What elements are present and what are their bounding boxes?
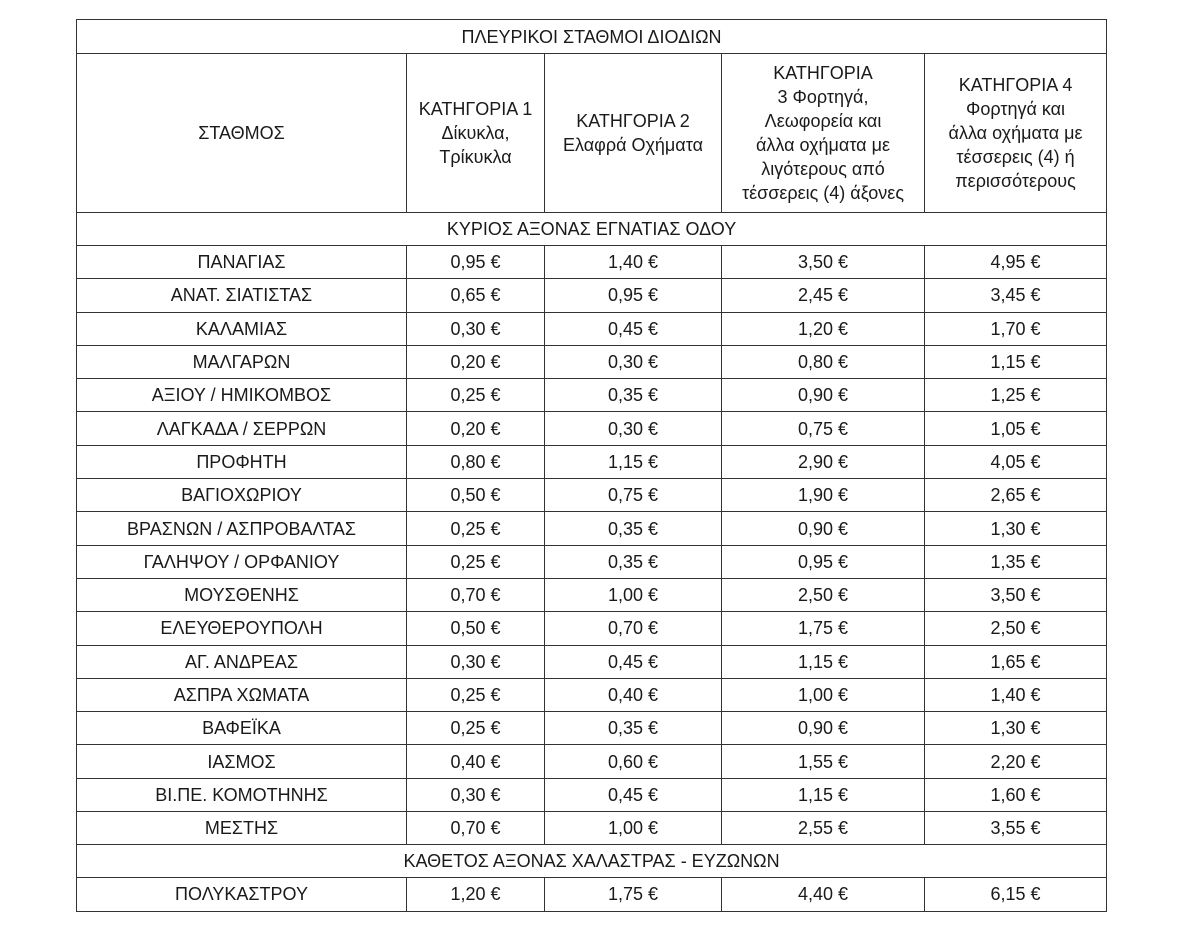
toll-price-cell: 0,20 € — [407, 412, 545, 445]
column-header-1 — [407, 54, 545, 213]
table-row — [77, 878, 1107, 911]
header-line: 3 Φορτηγά, — [777, 87, 869, 107]
toll-price-cell: 3,45 € — [925, 279, 1107, 312]
toll-price-cell: 0,45 € — [545, 645, 722, 678]
toll-price-cell: 2,20 € — [925, 745, 1107, 778]
station-name-cell: ΑΝΑΤ. ΣΙΑΤΙΣΤΑΣ — [77, 279, 407, 312]
header-line: Λεωφορεία και — [764, 111, 882, 131]
toll-price-cell: 0,20 € — [407, 345, 545, 378]
header-line: Δίκυκλα, — [441, 123, 510, 143]
toll-price-cell: 0,35 € — [545, 379, 722, 412]
section-header-row — [77, 213, 1107, 246]
table-row — [77, 712, 1107, 745]
station-name-cell: ΓΑΛΗΨΟΥ / ΟΡΦΑΝΙΟΥ — [77, 545, 407, 578]
toll-price-cell: 0,95 € — [407, 246, 545, 279]
toll-price-cell: 2,90 € — [722, 445, 925, 478]
column-header-4 — [925, 54, 1107, 213]
table-row — [77, 345, 1107, 378]
station-name-cell: ΠΡΟΦΗΤΗ — [77, 445, 407, 478]
toll-price-cell: 1,15 € — [545, 445, 722, 478]
toll-table — [76, 19, 1107, 912]
column-header-0 — [77, 54, 407, 213]
toll-price-cell: 0,40 € — [545, 678, 722, 711]
toll-price-cell: 0,50 € — [407, 479, 545, 512]
toll-price-cell: 0,35 € — [545, 545, 722, 578]
toll-price-cell: 0,25 € — [407, 712, 545, 745]
section-title: ΚΥΡΙΟΣ ΑΞΟΝΑΣ ΕΓΝΑΤΙΑΣ ΟΔΟΥ — [77, 213, 1107, 246]
toll-price-cell: 1,40 € — [925, 678, 1107, 711]
toll-price-cell: 2,55 € — [722, 812, 925, 845]
toll-price-cell: 3,50 € — [722, 246, 925, 279]
header-line: τέσσερεις (4) ή — [956, 147, 1075, 167]
toll-price-cell: 0,30 € — [545, 412, 722, 445]
toll-price-cell: 0,30 € — [407, 778, 545, 811]
toll-price-cell: 0,25 € — [407, 545, 545, 578]
table-body — [77, 213, 1107, 912]
header-line: ΚΑΤΗΓΟΡΙΑ 4 — [958, 75, 1073, 95]
table-row — [77, 312, 1107, 345]
table-row — [77, 246, 1107, 279]
toll-price-cell: 1,35 € — [925, 545, 1107, 578]
toll-price-cell: 1,60 € — [925, 778, 1107, 811]
station-name-cell: ΜΟΥΣΘΕΝΗΣ — [77, 578, 407, 611]
header-line: περισσότερους — [955, 171, 1076, 191]
toll-price-cell: 1,05 € — [925, 412, 1107, 445]
toll-price-cell: 4,40 € — [722, 878, 925, 911]
station-name-cell: ΒΙ.ΠΕ. ΚΟΜΟΤΗΝΗΣ — [77, 778, 407, 811]
toll-price-cell: 0,70 € — [407, 578, 545, 611]
table-row — [77, 545, 1107, 578]
station-name-cell: ΑΞΙΟΥ / ΗΜΙΚΟΜΒΟΣ — [77, 379, 407, 412]
header-line: ΣΤΑΘΜΟΣ — [198, 123, 285, 143]
toll-price-cell: 0,25 € — [407, 512, 545, 545]
station-name-cell: ΚΑΛΑΜΙΑΣ — [77, 312, 407, 345]
toll-price-cell: 0,75 € — [722, 412, 925, 445]
toll-price-cell: 6,15 € — [925, 878, 1107, 911]
toll-price-cell: 0,75 € — [545, 479, 722, 512]
column-header-row — [77, 54, 1107, 213]
toll-price-cell: 0,90 € — [722, 512, 925, 545]
header-line: ΚΑΤΗΓΟΡΙΑ 2 — [576, 111, 690, 131]
column-header-3 — [722, 54, 925, 213]
table-title: ΠΛΕΥΡΙΚΟΙ ΣΤΑΘΜΟΙ ΔΙΟΔΙΩΝ — [77, 20, 1107, 54]
toll-price-cell: 2,50 € — [722, 578, 925, 611]
toll-price-cell: 0,30 € — [407, 312, 545, 345]
toll-price-cell: 2,45 € — [722, 279, 925, 312]
toll-price-cell: 0,80 € — [722, 345, 925, 378]
toll-price-cell: 1,75 € — [722, 612, 925, 645]
table-row — [77, 778, 1107, 811]
toll-price-cell: 0,60 € — [545, 745, 722, 778]
table-row — [77, 279, 1107, 312]
toll-price-cell: 0,95 € — [545, 279, 722, 312]
table-title-row — [77, 20, 1107, 54]
header-line: άλλα οχήματα με — [948, 123, 1083, 143]
header-line: Φορτηγά και — [965, 99, 1066, 119]
toll-price-cell: 0,95 € — [722, 545, 925, 578]
station-name-cell: ΜΑΛΓΑΡΩΝ — [77, 345, 407, 378]
station-name-cell: ΜΕΣΤΗΣ — [77, 812, 407, 845]
table-row — [77, 379, 1107, 412]
toll-price-cell: 4,05 € — [925, 445, 1107, 478]
toll-price-cell: 0,25 € — [407, 678, 545, 711]
header-line: λιγότερους από — [761, 159, 885, 179]
toll-price-cell: 0,70 € — [407, 812, 545, 845]
toll-price-cell: 0,30 € — [407, 645, 545, 678]
section-header-row — [77, 845, 1107, 878]
toll-price-cell: 0,30 € — [545, 345, 722, 378]
toll-price-cell: 2,50 € — [925, 612, 1107, 645]
toll-price-cell: 0,35 € — [545, 512, 722, 545]
toll-price-cell: 1,20 € — [407, 878, 545, 911]
toll-price-cell: 1,15 € — [925, 345, 1107, 378]
header-line: ΚΑΤΗΓΟΡΙΑ 1 — [418, 99, 533, 119]
toll-price-cell: 1,15 € — [722, 645, 925, 678]
toll-price-cell: 0,40 € — [407, 745, 545, 778]
column-header-2 — [545, 54, 722, 213]
toll-price-cell: 1,00 € — [545, 812, 722, 845]
toll-price-cell: 3,50 € — [925, 578, 1107, 611]
toll-price-cell: 0,45 € — [545, 778, 722, 811]
station-name-cell: ΒΑΓΙΟΧΩΡΙΟΥ — [77, 479, 407, 512]
toll-price-cell: 1,65 € — [925, 645, 1107, 678]
toll-price-cell: 1,15 € — [722, 778, 925, 811]
toll-price-cell: 1,90 € — [722, 479, 925, 512]
toll-price-cell: 0,45 € — [545, 312, 722, 345]
toll-price-cell: 0,35 € — [545, 712, 722, 745]
section-title: ΚΑΘΕΤΟΣ ΑΞΟΝΑΣ ΧΑΛΑΣΤΡΑΣ - ΕΥΖΩΝΩΝ — [77, 845, 1107, 878]
toll-price-cell: 0,90 € — [722, 712, 925, 745]
station-name-cell: ΠΟΛΥΚΑΣΤΡΟΥ — [77, 878, 407, 911]
station-name-cell: ΙΑΣΜΟΣ — [77, 745, 407, 778]
header-line: ΚΑΤΗΓΟΡΙΑ — [773, 63, 873, 83]
toll-price-cell: 4,95 € — [925, 246, 1107, 279]
toll-price-cell: 2,65 € — [925, 479, 1107, 512]
toll-price-cell: 1,00 € — [722, 678, 925, 711]
station-name-cell: ΒΑΦΕΪΚΑ — [77, 712, 407, 745]
toll-price-cell: 3,55 € — [925, 812, 1107, 845]
table-row — [77, 479, 1107, 512]
station-name-cell: ΠΑΝΑΓΙΑΣ — [77, 246, 407, 279]
table-row — [77, 445, 1107, 478]
toll-price-cell: 0,90 € — [722, 379, 925, 412]
table-row — [77, 412, 1107, 445]
toll-price-cell: 0,70 € — [545, 612, 722, 645]
table-row — [77, 578, 1107, 611]
header-line: τέσσερεις (4) άξονες — [741, 183, 904, 203]
toll-price-cell: 1,30 € — [925, 712, 1107, 745]
toll-price-cell: 0,65 € — [407, 279, 545, 312]
station-name-cell: ΕΛΕΥΘΕΡΟΥΠΟΛΗ — [77, 612, 407, 645]
toll-price-cell: 1,75 € — [545, 878, 722, 911]
toll-price-cell: 0,80 € — [407, 445, 545, 478]
header-line: άλλα οχήματα με — [756, 135, 890, 155]
toll-price-cell: 1,00 € — [545, 578, 722, 611]
table-row — [77, 745, 1107, 778]
table-row — [77, 678, 1107, 711]
header-line: Τρίκυκλα — [439, 147, 512, 167]
station-name-cell: ΒΡΑΣΝΩΝ / ΑΣΠΡΟΒΑΛΤΑΣ — [77, 512, 407, 545]
table-row — [77, 812, 1107, 845]
table-row — [77, 612, 1107, 645]
toll-price-cell: 1,70 € — [925, 312, 1107, 345]
toll-price-cell: 1,55 € — [722, 745, 925, 778]
toll-price-cell: 1,25 € — [925, 379, 1107, 412]
toll-price-cell: 1,30 € — [925, 512, 1107, 545]
toll-price-cell: 0,25 € — [407, 379, 545, 412]
toll-price-cell: 1,20 € — [722, 312, 925, 345]
toll-price-cell: 1,40 € — [545, 246, 722, 279]
table-row — [77, 512, 1107, 545]
station-name-cell: ΑΓ. ΑΝΔΡΕΑΣ — [77, 645, 407, 678]
station-name-cell: ΛΑΓΚΑΔΑ / ΣΕΡΡΩΝ — [77, 412, 407, 445]
toll-price-cell: 0,50 € — [407, 612, 545, 645]
header-line: Ελαφρά Οχήματα — [563, 135, 703, 155]
table-row — [77, 645, 1107, 678]
station-name-cell: ΑΣΠΡΑ ΧΩΜΑΤΑ — [77, 678, 407, 711]
